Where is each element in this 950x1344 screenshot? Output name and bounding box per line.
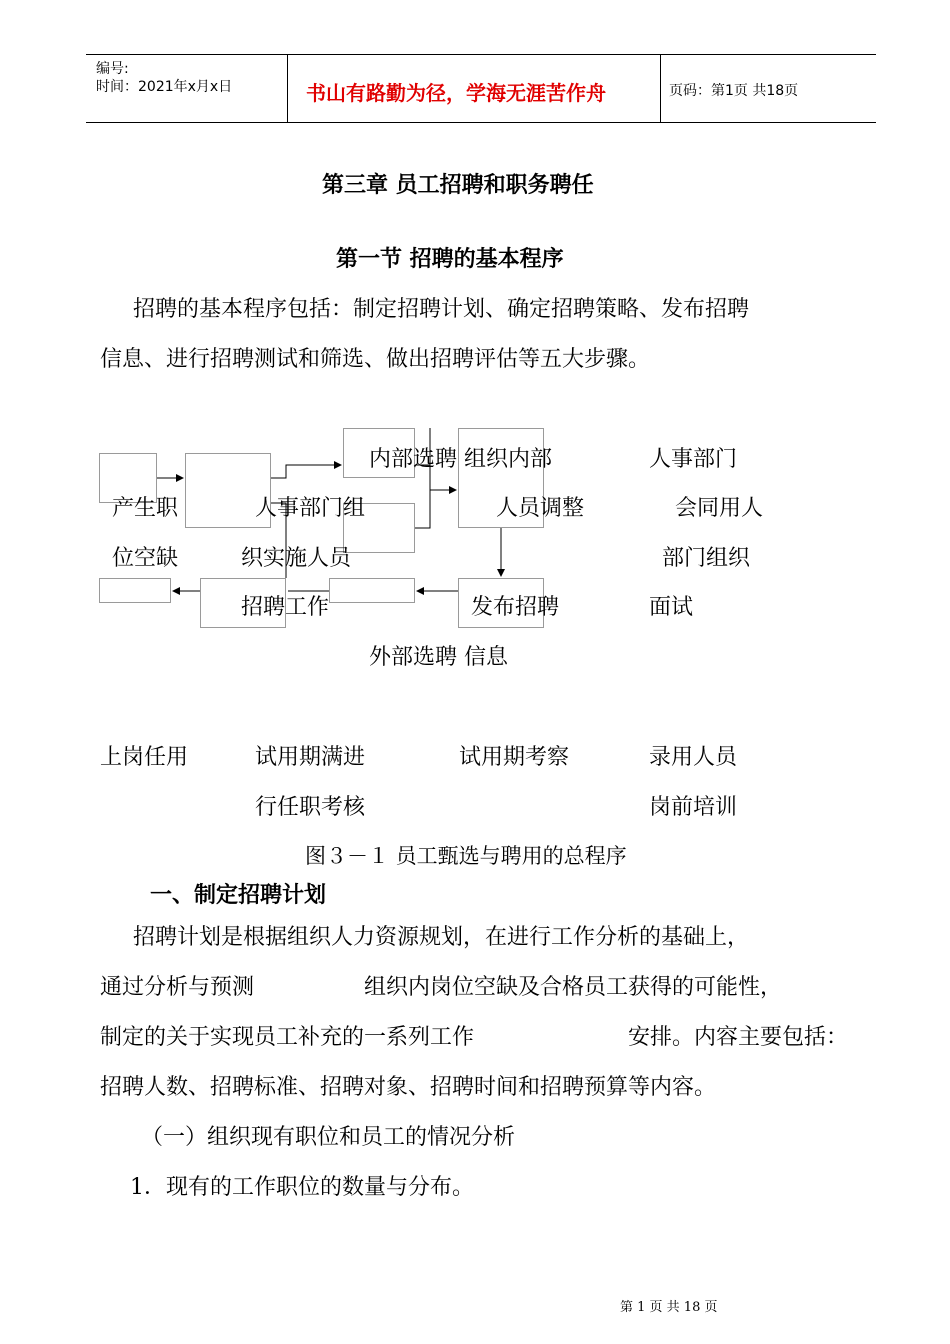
flow-label-with-users: 会同用人	[675, 496, 764, 521]
flow-label-dept-org: 部门组织	[662, 546, 751, 571]
flow-label-internal: 内部选聘 组织内部	[369, 447, 552, 472]
subheading-current-positions: （一）组织现有职位和员工的情况分析	[141, 1125, 516, 1150]
intro-line-2: 信息、进行招聘测试和筛选、做出招聘评估等五大步骤。	[100, 347, 651, 372]
flow-label-probation-end-2: 行任职考核	[255, 795, 366, 820]
flow-label-hr-org-2: 织实施人员	[241, 546, 352, 571]
flow-label-probation-check: 试用期考察	[459, 745, 570, 770]
chapter-title: 第三章 员工招聘和职务聘任	[322, 173, 594, 198]
doc-number-label: 编号:	[96, 61, 129, 77]
flow-box-end	[99, 578, 171, 603]
flow-label-vacancy-2: 位空缺	[112, 546, 179, 571]
list-item-1: 1．现有的工作职位的数量与分布。	[130, 1175, 474, 1200]
flow-label-probation-end-1: 试用期满进	[255, 745, 366, 770]
flow-label-interview: 面试	[649, 595, 694, 620]
flow-label-staff-adjust: 人员调整	[496, 496, 585, 521]
header-divider-right	[660, 54, 661, 122]
plan-para-line-3a: 制定的关于实现员工补充的一系列工作	[100, 1025, 475, 1050]
header-page-info: 页码：第1页 共18页	[669, 83, 799, 99]
plan-para-line-1: 招聘计划是根据组织人力资源规划，在进行工作分析的基础上，	[133, 925, 750, 950]
intro-line-1: 招聘的基本程序包括：制定招聘计划、确定招聘策略、发布招聘	[133, 297, 750, 322]
plan-para-line-2a: 通过分析与预测	[100, 975, 255, 1000]
section-title: 第一节 招聘的基本程序	[336, 247, 564, 272]
flow-label-recruit-work: 招聘工作	[241, 595, 330, 620]
arrow-hr-to-internal	[271, 465, 341, 478]
flow-label-hire-2: 岗前培训	[649, 795, 738, 820]
plan-para-line-4: 招聘人数、招聘标准、招聘对象、招聘时间和招聘预算等内容。	[100, 1075, 717, 1100]
flow-label-hire-1: 录用人员	[649, 745, 738, 770]
plan-para-line-2b: 组织内岗位空缺及合格员工获得的可能性，	[364, 975, 783, 1000]
flow-label-hr-dept: 人事部门	[649, 447, 738, 472]
page-footer: 第 1 页 共 18 页	[620, 1300, 718, 1315]
header-top-rule	[86, 54, 876, 55]
plan-para-line-3b: 安排。内容主要包括：	[628, 1025, 849, 1050]
header-divider-left	[287, 54, 288, 122]
header-bottom-rule	[86, 122, 876, 123]
header-motto: 书山有路勤为径，学海无涯苦作舟	[306, 81, 606, 105]
flow-label-publish: 发布招聘	[471, 595, 560, 620]
flow-label-hr-org-1: 人事部门组	[255, 496, 366, 521]
doc-time-label: 时间：2021年x月x日	[96, 79, 233, 95]
flow-label-onboard: 上岗任用	[100, 745, 189, 770]
flow-label-external: 外部选聘 信息	[369, 645, 508, 670]
flow-box-external	[329, 578, 415, 603]
flow-label-vacancy-1: 产生职	[112, 496, 179, 521]
heading-recruit-plan: 一、制定招聘计划	[150, 883, 327, 908]
figure-caption: 图３－１ 员工甄选与聘用的总程序	[305, 844, 627, 868]
